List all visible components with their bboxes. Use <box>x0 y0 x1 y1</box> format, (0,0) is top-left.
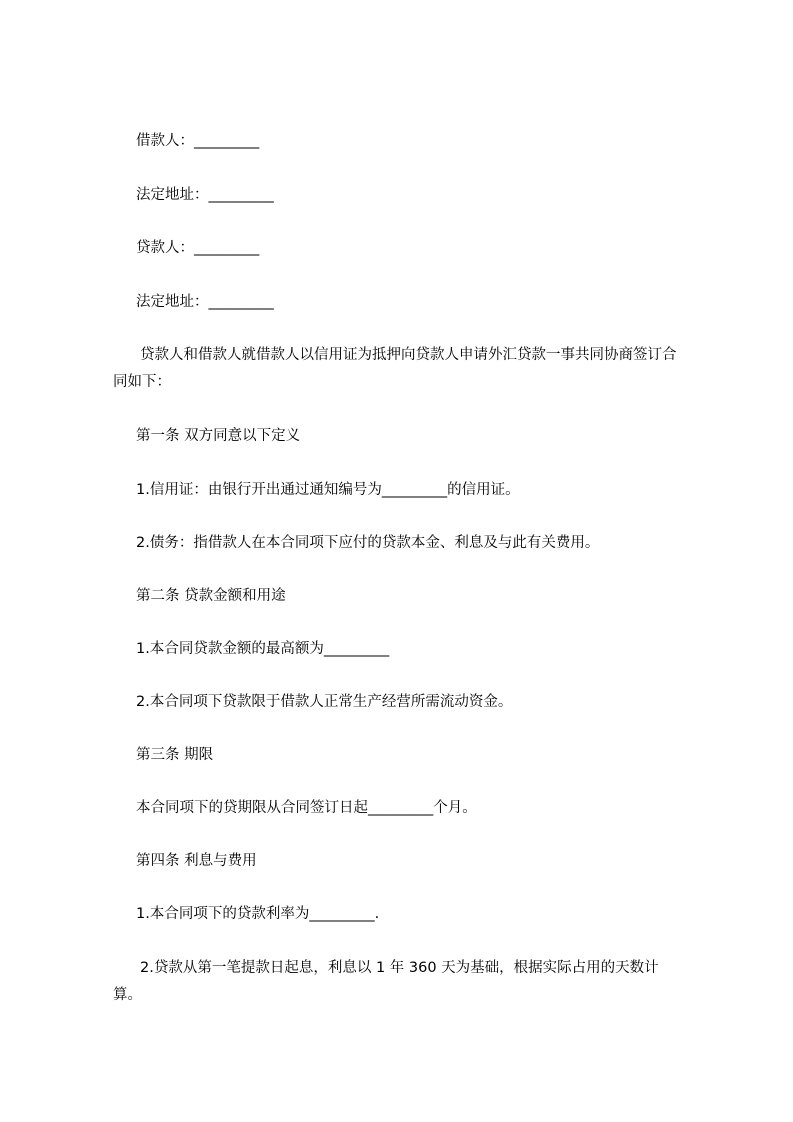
article1-item2: 2.债务：指借款人在本合同项下应付的贷款本金、利息及与此有关费用。 <box>136 535 600 551</box>
article3-text: 本合同项下的贷期限从合同签订日起_________个月。 <box>136 800 477 816</box>
lender-address-line: 法定地址：_________ <box>136 294 274 310</box>
article4-title: 第四条 利息与费用 <box>136 853 257 869</box>
article3-title: 第三条 期限 <box>136 747 214 763</box>
preamble-paragraph <box>113 342 685 396</box>
article1-item1: 1.信用证：由银行开出通过通知编号为_________的信用证。 <box>136 482 520 498</box>
article1-title: 第一条 双方同意以下定义 <box>136 428 301 444</box>
borrower-address-line: 法定地址：_________ <box>136 187 274 203</box>
preamble-text: 贷款人和借款人就借款人以信用证为抵押向贷款人申请外汇贷款一事共同协商签订合同如下： <box>113 347 677 390</box>
article4-item1: 1.本合同项下的贷款利率为_________. <box>136 906 380 922</box>
lender-line: 贷款人：_________ <box>136 240 260 256</box>
article4-item2-text: 2.贷款从第一笔提款日起息，利息以 1 年 360 天为基础，根据实际占用的天数计算。 <box>113 960 659 1003</box>
article4-item2-paragraph <box>113 955 685 1009</box>
article2-item1: 1.本合同贷款金额的最高额为_________ <box>136 641 390 657</box>
borrower-line: 借款人：_________ <box>136 133 260 149</box>
article2-item2: 2.本合同项下贷款限于借款人正常生产经营所需流动资金。 <box>136 694 513 710</box>
article2-title: 第二条 贷款金额和用途 <box>136 588 286 604</box>
